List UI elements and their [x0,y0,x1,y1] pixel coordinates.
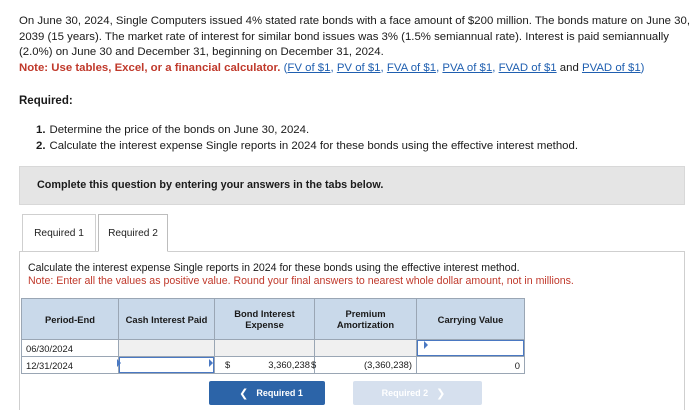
chevron-left-icon: ❮ [239,387,249,400]
bond-interest-expense-input[interactable] [215,357,315,374]
prev-required-1-button[interactable] [209,381,325,405]
currency-symbol: $ [311,359,317,370]
task-number: 1. [36,124,46,136]
input-marker-icon [424,341,428,349]
expense-cell [215,340,315,357]
banner-text: Complete this question by entering your answers in the tabs below. [37,179,384,191]
period-cell: 12/31/2024 [22,357,119,374]
input-marker-icon [209,359,213,367]
task-number: 2. [36,140,46,152]
header-bond-interest-expense: Bond Interest Expense [215,299,315,340]
task-list [36,122,578,154]
carrying-value-input[interactable] [417,340,525,357]
table-header-row [22,299,525,340]
period-cell: 06/30/2024 [22,340,119,357]
link-fvad[interactable]: FVAD of $1 [498,61,557,74]
chevron-right-icon: ❯ [436,387,446,400]
interest-table [21,298,525,374]
problem-statement: On June 30, 2024, Single Computers issued 4% stated rate bonds with a face amount of $200 million. The bonds mature on June 30, 2039 (15 years). The market rate of interest for similar bond issues was 3% (1.5% semiannual rate). Interest is paid semiannually (2.0%) on June 30 and December 31, beginning on December 31, 2024. Note: Use tables, Excel, or a financial calculator. (FV of $1, PV of $1, FVA of $1, PVA of $1, FVAD of $1 and PVAD of $1) [19,15,690,74]
instruction-note: Note: Enter all the values as positive value. Round your final answers to nearest whole dollar amount, not in millions. [28,275,574,287]
cash-interest-input[interactable] [119,357,215,374]
task-text: Calculate the interest expense Single reports in 2024 for these bonds using the effective interest method. [49,140,579,152]
instruction-banner [19,166,685,205]
input-marker-icon [117,359,121,367]
premium-amortization-input[interactable] [311,357,417,374]
premium-value: (3,360,238) [364,359,412,370]
required-heading: Required: [19,95,73,107]
next-button-label: Required 2 [381,388,429,398]
tab-required-1[interactable]: Required 1 [22,214,96,252]
header-cash-interest: Cash Interest Paid [119,299,215,340]
prev-button-label: Required 1 [256,388,303,398]
expense-value: 3,360,238 [268,359,310,370]
currency-symbol: $ [225,359,231,370]
problem-note: Note: Use tables, Excel, or a financial calculator. [19,61,281,74]
carrying-value-input[interactable]: 0 [417,357,525,374]
header-period-end: Period-End [22,299,119,340]
premium-cell [315,340,417,357]
task-item [36,138,578,154]
task-text: Determine the price of the bonds on June 30, 2024. [49,124,310,136]
table-row [22,357,525,374]
cash-interest-cell [119,340,215,357]
header-carrying-value: Carrying Value [417,299,525,340]
tab-required-2[interactable]: Required 2 [98,214,168,252]
link-pva[interactable]: PVA of $1 [442,61,493,74]
link-pvad[interactable]: PVAD of $1 [581,61,641,74]
link-pv[interactable]: PV of $1 [336,61,381,74]
header-premium-amortization: Premium Amortization [315,299,417,340]
link-fv[interactable]: FV of $1 [287,61,331,74]
table-row [22,340,525,357]
task-item [36,122,578,138]
link-fva[interactable]: FVA of $1 [386,61,437,74]
next-required-2-button[interactable] [353,381,482,405]
links-and: and [559,61,579,74]
panel-instructions [28,262,574,288]
instruction-text: Calculate the interest expense Single reports in 2024 for these bonds using the effective interest method. [28,262,520,274]
problem-text: On June 30, 2024, Single Computers issued 4% stated rate bonds with a face amount of $200 million. The bonds mature on June 30, 2039 (15 years). The market rate of interest for similar bond issues was 3% (1.5% semiannual rate). Interest is paid semiannually (2.0%) on June 30 and December 31, beginning on December 31, 2024. [19,15,690,59]
